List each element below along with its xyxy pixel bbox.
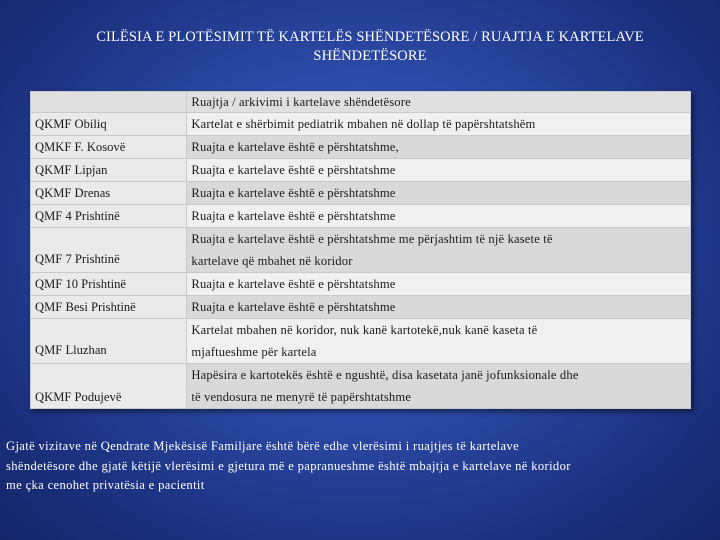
status-cell: Ruajta e kartelave është e përshtatshme, — [187, 136, 691, 159]
table-header-cell: Ruajtja / arkivimi i kartelave shëndetësore — [187, 92, 691, 113]
status-line: Ruajta e kartelave është e përshtatshme me përjashtim të një kasete të — [191, 232, 553, 246]
status-cell: Ruajta e kartelave është e përshtatshme — [187, 296, 691, 319]
table-row — [31, 364, 691, 409]
facility-cell: QKMF Drenas — [31, 182, 187, 205]
footer-paragraph — [6, 437, 716, 496]
table-header-empty-cell — [31, 92, 187, 113]
footer-line-1: Gjatë vizitave në Qendrate Mjekësisë Familjare është bërë edhe vlerësimi i ruajtjes të kartelave — [6, 439, 520, 453]
storage-table — [30, 91, 691, 409]
table-row — [31, 136, 691, 159]
facility-cell: QMF 7 Prishtinë — [31, 228, 187, 273]
status-cell — [187, 364, 691, 409]
status-line: Hapësira e kartotekës është e ngushtë, disa kasetata janë jofunksionale dhe — [191, 368, 579, 382]
facility-cell: QKMF Podujevë — [31, 364, 187, 409]
facility-cell: QMKF F. Kosovë — [31, 136, 187, 159]
status-cell — [187, 319, 691, 364]
status-line: Kartelat mbahen në koridor, nuk kanë kartotekë,nuk kanë kaseta të — [191, 323, 538, 337]
slide-title-line-2: SHËNDETËSORE — [313, 48, 427, 64]
slide-title — [20, 28, 720, 66]
facility-cell: QMF Lluzhan — [31, 319, 187, 364]
facility-cell: QMF 10 Prishtinë — [31, 273, 187, 296]
status-cell: Kartelat e shërbimit pediatrik mbahen në dollap të papërshtatshëm — [187, 113, 691, 136]
table-row — [31, 296, 691, 319]
facility-cell: QMF Besi Prishtinë — [31, 296, 187, 319]
status-cell: Ruajta e kartelave është e përshtatshme — [187, 273, 691, 296]
facility-cell: QKMF Lipjan — [31, 159, 187, 182]
table-row — [31, 159, 691, 182]
footer-line-3: me çka cenohet privatësia e pacientit — [6, 478, 205, 492]
table-header-row — [31, 92, 691, 113]
facility-cell: QMF 4 Prishtinë — [31, 205, 187, 228]
status-line: mjaftueshme për kartela — [191, 345, 317, 359]
status-cell — [187, 228, 691, 273]
table-row — [31, 113, 691, 136]
table-row — [31, 319, 691, 364]
table-row — [31, 205, 691, 228]
facility-cell: QKMF Obiliq — [31, 113, 187, 136]
slide-title-line-1: CILËSIA E PLOTËSIMIT TË KARTELËS SHËNDETËSORE / RUAJTJA E KARTELAVE — [96, 29, 644, 45]
table-row — [31, 273, 691, 296]
status-cell: Ruajta e kartelave është e përshtatshme — [187, 159, 691, 182]
footer-line-2: shëndetësore dhe gjatë këtijë vlerësimi e gjetura më e papranueshme është mbajtja e kartelave në koridor — [6, 458, 571, 473]
status-line: kartelave që mbahet në koridor — [191, 254, 353, 268]
status-line: të vendosura ne menyrë të papërshtatshme — [191, 390, 412, 404]
status-cell: Ruajta e kartelave është e përshtatshme — [187, 205, 691, 228]
table-row — [31, 228, 691, 273]
status-cell: Ruajta e kartelave është e përshtatshme — [187, 182, 691, 205]
table-row — [31, 182, 691, 205]
